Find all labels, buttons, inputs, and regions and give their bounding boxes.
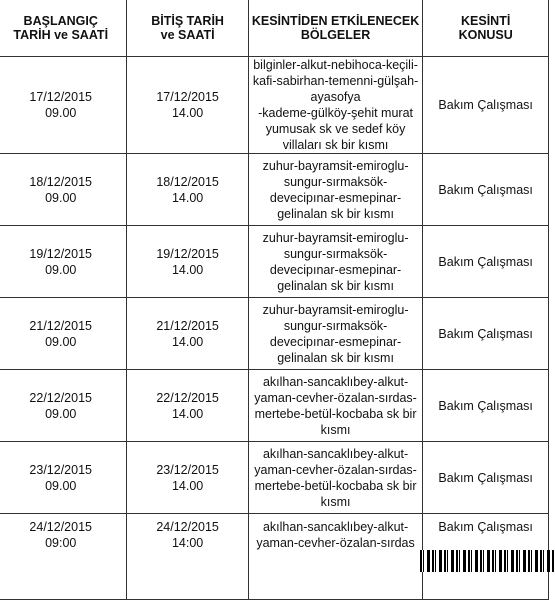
start-datetime-cell: 21/12/2015 09.00 [0, 298, 127, 370]
table-row [0, 298, 549, 370]
end-datetime-cell: 18/12/2015 14.00 [127, 154, 248, 226]
start-datetime-cell: 23/12/2015 09.00 [0, 442, 127, 514]
end-datetime-cell: 19/12/2015 14.00 [127, 226, 248, 298]
header-regions: KESİNTİDEN ETKİLENECEK BÖLGELER [248, 0, 423, 57]
outage-topic-cell: Bakım Çalışması [423, 370, 549, 442]
header-end: BİTİŞ TARİH ve SAATİ [127, 0, 248, 57]
affected-regions-cell: zuhur-bayramsit-emiroglu- sungur-sırmaksök- devecipınar-esmepinar- gelinalan sk bir kısmı [248, 298, 423, 370]
end-datetime-cell: 21/12/2015 14.00 [127, 298, 248, 370]
affected-regions-cell: akılhan-sancaklıbey-alkut- yaman-cevher-özalan-sırdas- mertebe-betül-kocbaba sk bir kısmı [248, 442, 423, 514]
table-row [0, 57, 549, 154]
affected-regions-cell: zuhur-bayramsit-emiroglu- sungur-sırmaksök- devecipınar-esmepinar- gelinalan sk bir kısmı [248, 154, 423, 226]
affected-regions-cell: akılhan-sancaklıbey-alkut- yaman-cevher-özalan-sırdas [248, 514, 423, 600]
start-datetime-cell: 22/12/2015 09.00 [0, 370, 127, 442]
table-row [0, 226, 549, 298]
end-datetime-cell: 17/12/2015 14.00 [127, 57, 248, 154]
table-row [0, 154, 549, 226]
outage-topic-cell: Bakım Çalışması [423, 442, 549, 514]
outage-topic-cell: Bakım Çalışması [423, 154, 549, 226]
start-datetime-cell: 19/12/2015 09.00 [0, 226, 127, 298]
table-row [0, 370, 549, 442]
table-row [0, 442, 549, 514]
outage-topic-cell: Bakım Çalışması [423, 226, 549, 298]
header-topic: KESİNTİ KONUSU [423, 0, 549, 57]
affected-regions-cell: bilginler-alkut-nebihoca-keçili- kafi-sabirhan-temenni-gülşah- ayasofya -kademe-gülköy-şehit murat yumusak sk ve sedef köy villaları sk bir kısmı [248, 57, 423, 154]
start-datetime-cell: 18/12/2015 09.00 [0, 154, 127, 226]
affected-regions-cell: zuhur-bayramsit-emiroglu- sungur-sırmaksök- devecipınar-esmepinar- gelinalan sk bir kısmı [248, 226, 423, 298]
start-datetime-cell: 24/12/2015 09:00 [0, 514, 127, 600]
outage-topic-cell: Bakım Çalışması [423, 57, 549, 154]
start-datetime-cell: 17/12/2015 09.00 [0, 57, 127, 154]
outage-topic-cell: Bakım Çalışması [423, 298, 549, 370]
end-datetime-cell: 23/12/2015 14.00 [127, 442, 248, 514]
header-start: BAŞLANGIÇ TARİH ve SAATİ [0, 0, 127, 57]
header-row [0, 0, 549, 57]
outage-topic-cell: Bakım Çalışması [423, 514, 549, 600]
affected-regions-cell: akılhan-sancaklıbey-alkut- yaman-cevher-özalan-sırdas- mertebe-betül-kocbaba sk bir kısmı [248, 370, 423, 442]
end-datetime-cell: 22/12/2015 14.00 [127, 370, 248, 442]
end-datetime-cell: 24/12/2015 14:00 [127, 514, 248, 600]
barcode-image [420, 550, 555, 572]
